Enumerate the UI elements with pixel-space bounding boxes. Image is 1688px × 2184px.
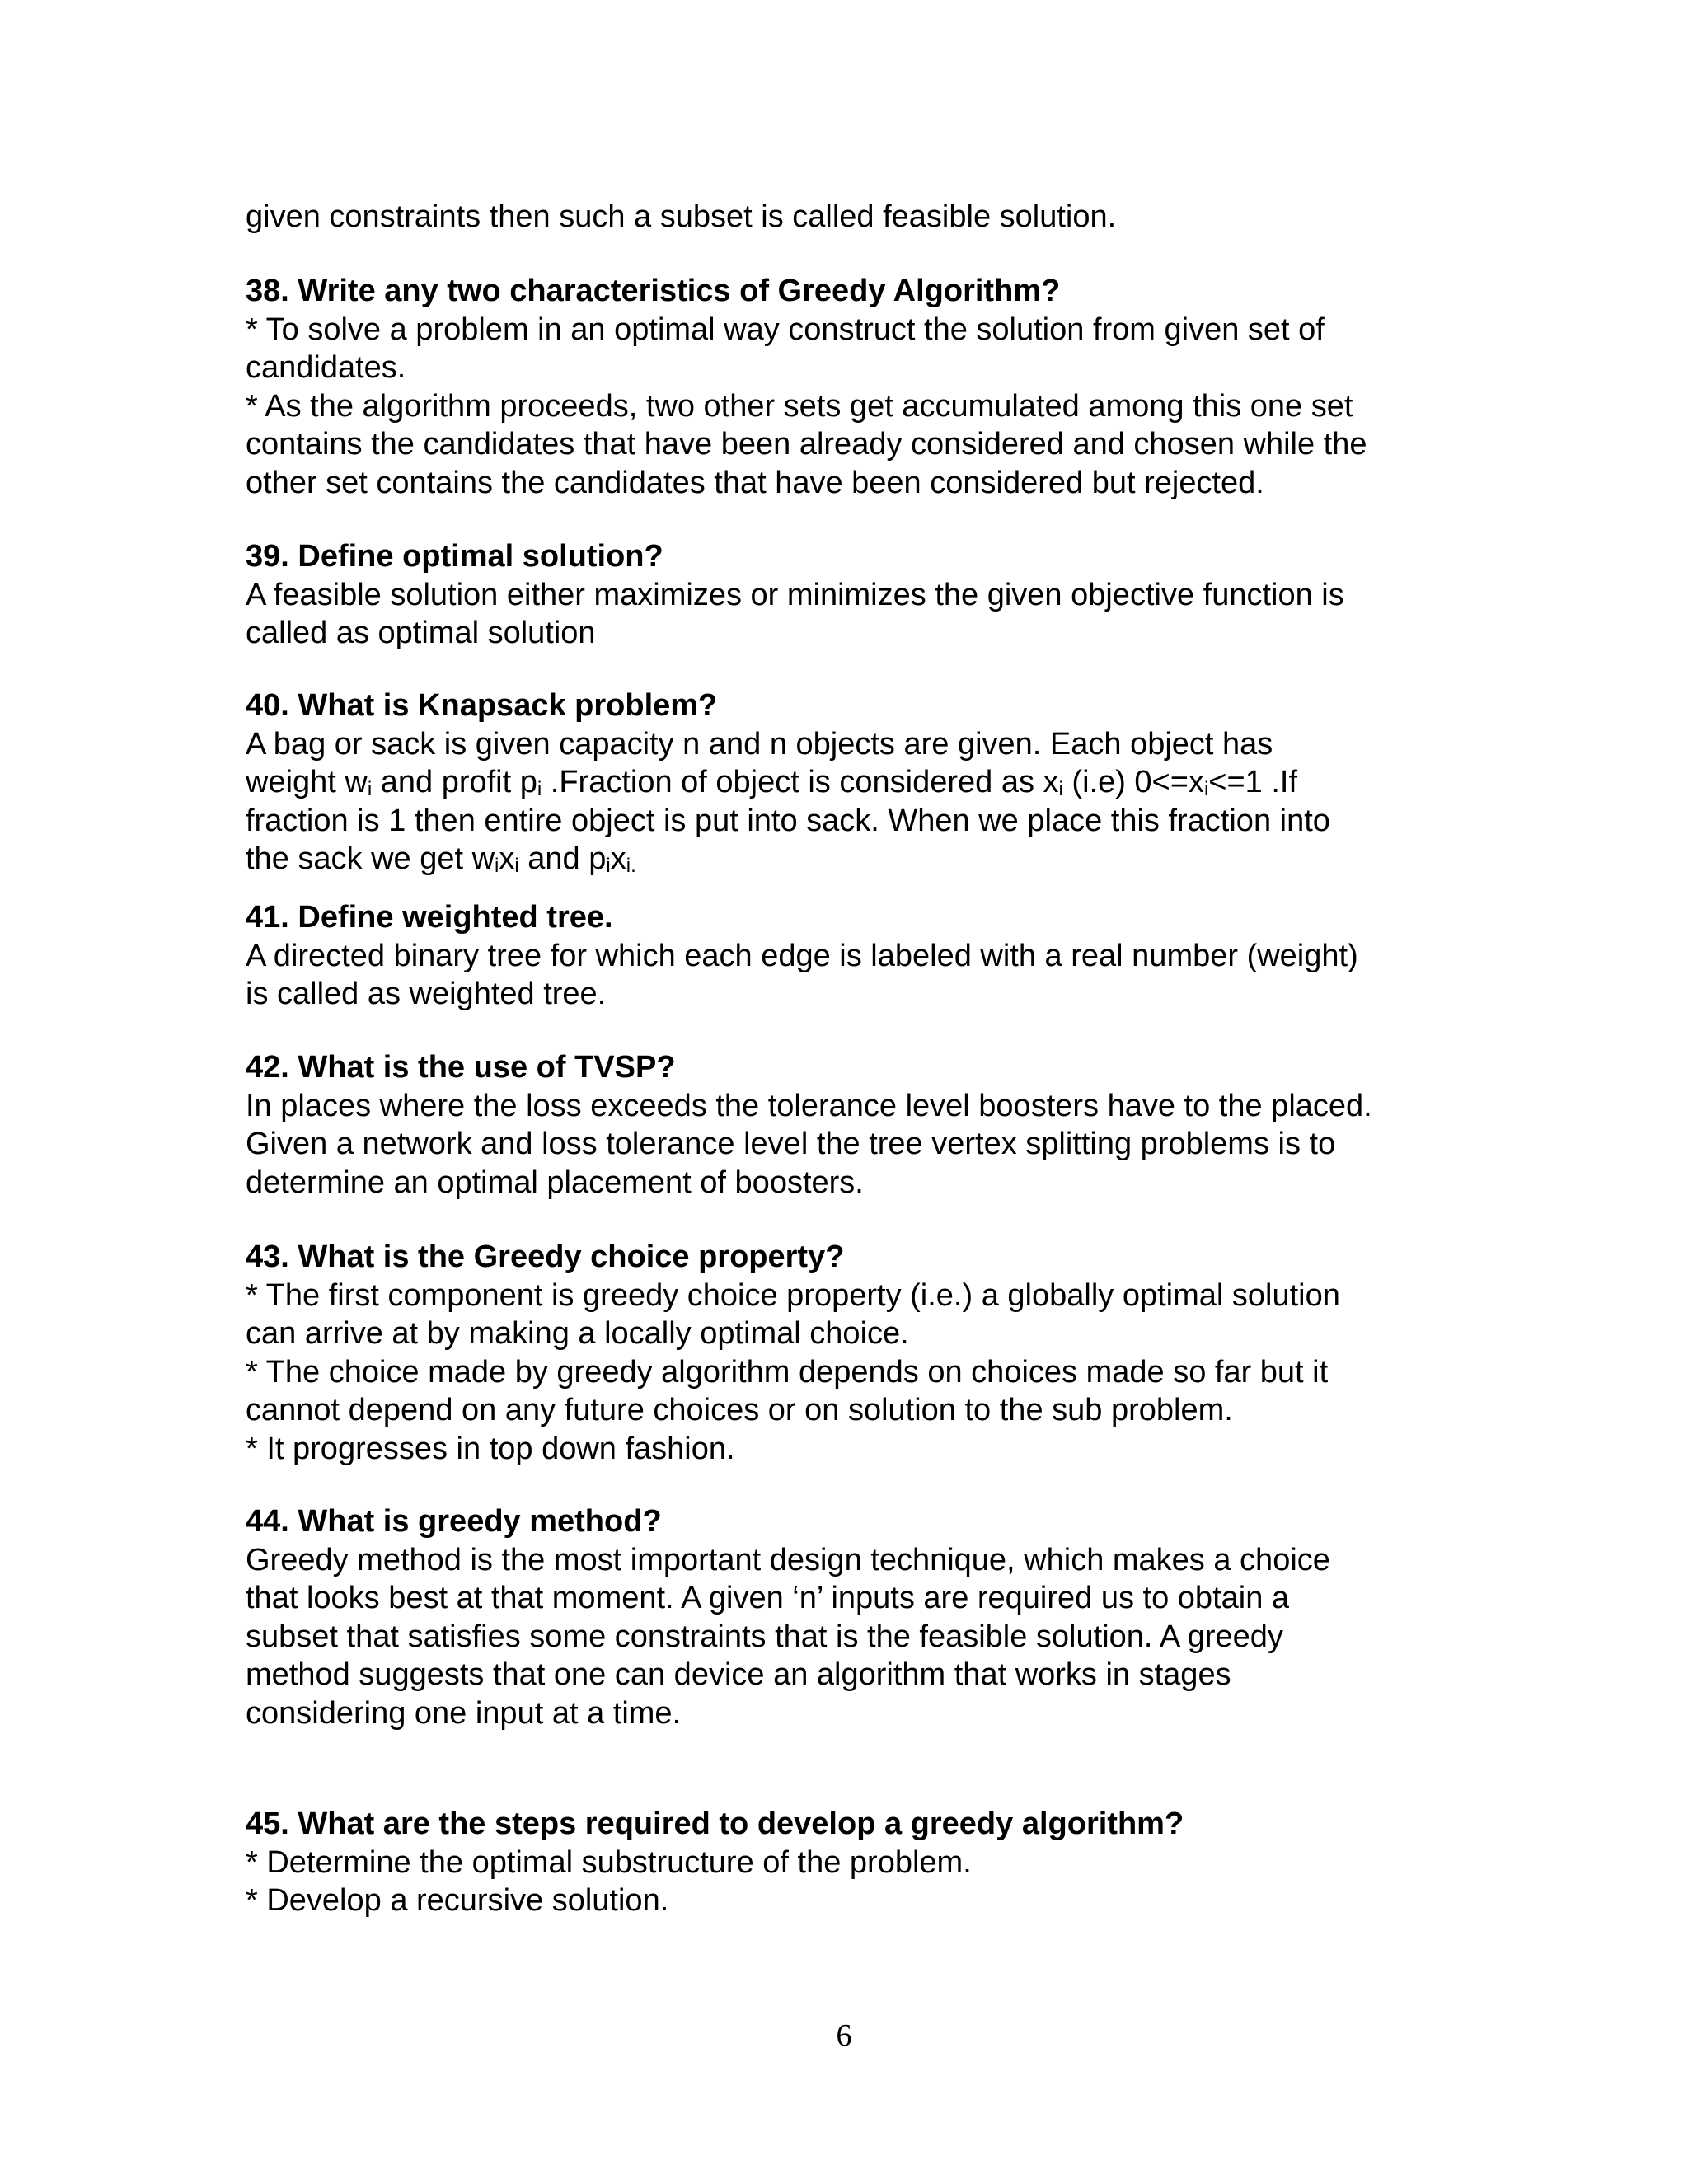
answer-line: the sack we get $w_ix_i$ and $p_ix_{i.}$ — [246, 841, 636, 877]
question-40-title: 40. What is Knapsack problem? — [246, 688, 718, 723]
question-43-title: 43. What is the Greedy choice property? — [246, 1240, 845, 1274]
answer-line: A feasible solution either maximizes or minimizes the given objective function is — [246, 577, 1344, 612]
question-43 — [246, 1238, 1449, 1468]
question-41 — [246, 898, 1449, 1014]
answer-line: * The choice made by greedy algorithm depends on choices made so far but it — [246, 1354, 1329, 1390]
answer-line: that looks best at that moment. A given ‘n’ inputs are required us to obtain a — [246, 1581, 1290, 1615]
answer-line: can arrive at by making a locally optimal choice. — [246, 1316, 909, 1351]
question-40 — [246, 687, 1449, 879]
question-42-title: 42. What is the use of TVSP? — [246, 1050, 676, 1085]
answer-line: considering one input at a time. — [246, 1695, 682, 1731]
answer-line: cannot depend on any future choices or on solution to the sub problem. — [246, 1393, 1233, 1427]
question-45-title: 45. What are the steps required to develop a greedy algorithm? — [246, 1807, 1184, 1841]
question-39 — [246, 537, 1449, 653]
answer-line: contains the candidates that have been already considered and chosen while the — [246, 427, 1367, 462]
intro-paragraph — [246, 198, 1449, 237]
question-44-title: 44. What is greedy method? — [246, 1504, 662, 1539]
answer-line: In places where the loss exceeds the tolerance level boosters have to the placed. — [246, 1088, 1372, 1123]
question-38 — [246, 272, 1449, 502]
answer-line: * Determine the optimal substructure of the problem. — [246, 1844, 972, 1880]
answer-line: A directed binary tree for which each edge is labeled with a real number (weight) — [246, 938, 1358, 973]
answer-line: called as optimal solution — [246, 616, 596, 650]
answer-line: weight $w_i$ and profit $p_i$ .Fraction of object is considered as $x_i$ (i.e) $0<=x_i<=1$ .If — [246, 765, 1298, 800]
question-39-title: 39. Define optimal solution? — [246, 539, 663, 574]
answer-line: * It progresses in top down fashion. — [246, 1431, 735, 1466]
answer-line: * The first component is greedy choice property (i.e.) a globally optimal solution — [246, 1277, 1340, 1313]
answer-line: is called as weighted tree. — [246, 977, 607, 1011]
answer-line: method suggests that one can device an algorithm that works in stages — [246, 1657, 1231, 1692]
answer-line: determine an optimal placement of boosters. — [246, 1165, 864, 1200]
answer-line: candidates. — [246, 350, 406, 385]
question-42 — [246, 1048, 1449, 1202]
question-41-title: 41. Define weighted tree. — [246, 900, 613, 935]
question-44 — [246, 1502, 1449, 1732]
answer-line: * To solve a problem in an optimal way construct the solution from given set of — [246, 312, 1325, 347]
answer-line: * As the algorithm proceeds, two other sets get accumulated among this one set — [246, 388, 1353, 424]
answer-line: fraction is 1 then entire object is put into sack. When we place this fraction into — [246, 803, 1330, 838]
page-number: 6 — [836, 2018, 852, 2053]
question-45 — [246, 1805, 1449, 1920]
answer-line: Given a network and loss tolerance level the tree vertex splitting problems is to — [246, 1127, 1336, 1161]
answer-line: * Develop a recursive solution. — [246, 1883, 669, 1918]
question-38-title: 38. Write any two characteristics of Greedy Algorithm? — [246, 274, 1061, 308]
intro-line: given constraints then such a subset is called feasible solution. — [246, 199, 1117, 234]
answer-line: Greedy method is the most important design technique, which makes a choice — [246, 1542, 1330, 1577]
answer-line: other set contains the candidates that have been considered but rejected. — [246, 465, 1264, 500]
answer-line: A bag or sack is given capacity n and n objects are given. Each object has — [246, 726, 1273, 762]
answer-line: subset that satisfies some constraints that is the feasible solution. A greedy — [246, 1619, 1283, 1654]
